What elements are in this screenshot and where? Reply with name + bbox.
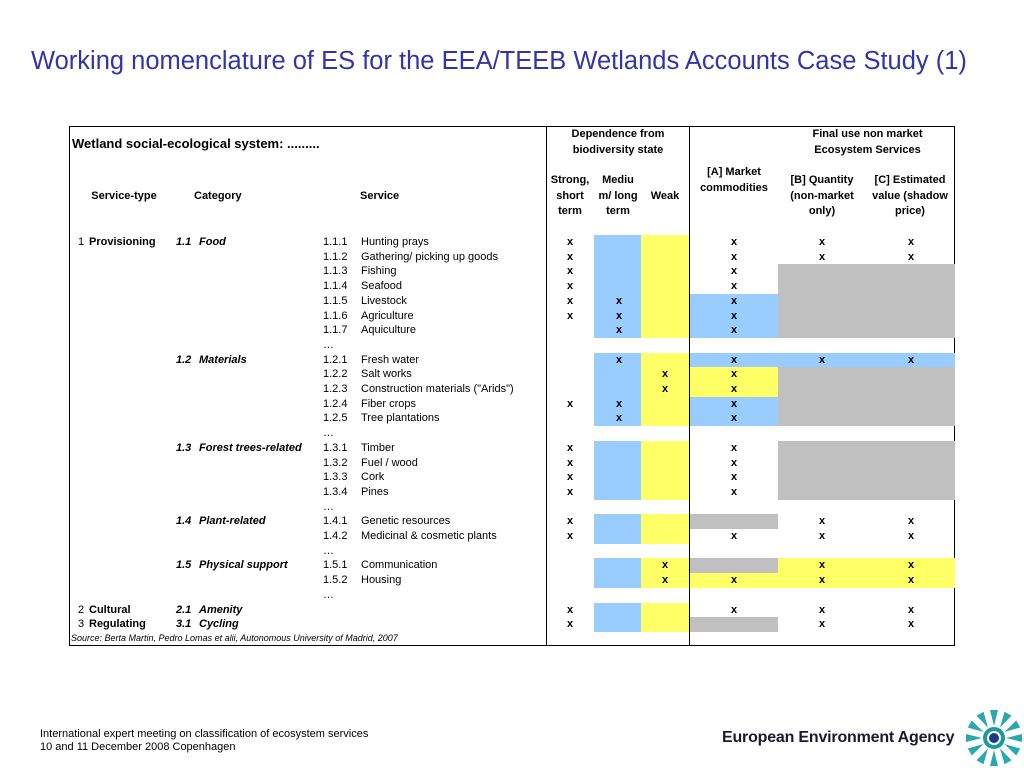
- service-label: Fuel / wood: [361, 456, 418, 469]
- service-type-label: Cultural: [89, 603, 131, 616]
- table-row: [0, 441, 1024, 456]
- mark-a: x: [730, 441, 738, 454]
- dependence-header: Dependence from biodiversity state: [571, 128, 665, 156]
- service-number: 1.5.2: [323, 574, 348, 587]
- mark-w: x: [661, 368, 669, 381]
- mark-s: x: [566, 397, 574, 410]
- mark-s: x: [566, 441, 574, 454]
- mark-w: x: [661, 574, 669, 587]
- mark-m: x: [615, 353, 623, 366]
- table-row: [0, 382, 1024, 397]
- category-label: Plant-related: [199, 515, 266, 528]
- service-label: Fishing: [361, 265, 397, 278]
- service-number: 1.1.1: [323, 236, 348, 248]
- mark-s: x: [566, 309, 574, 322]
- category-label: Physical support: [199, 559, 288, 572]
- table-row: [0, 323, 1024, 338]
- mark-m: x: [615, 309, 623, 322]
- table-row: [0, 426, 1024, 441]
- service-number: 1.1.7: [323, 324, 348, 337]
- mark-s: x: [566, 456, 574, 469]
- mark-a: x: [730, 412, 738, 425]
- service-label: Livestock: [361, 294, 407, 307]
- service-number: 1.1.5: [323, 294, 348, 307]
- service-label: Hunting prays: [361, 236, 429, 248]
- service-number: 1.1.2: [323, 250, 348, 263]
- mark-s: x: [566, 265, 574, 278]
- service-type-header: Service-type: [91, 190, 157, 202]
- mark-a: x: [730, 236, 738, 248]
- service-label: Construction materials ("Arids"): [361, 383, 514, 395]
- table-row: [0, 397, 1024, 412]
- mark-b: x: [818, 353, 826, 366]
- category-number: 1.4: [176, 515, 192, 528]
- mark-s: x: [566, 236, 574, 248]
- mark-m: x: [615, 294, 623, 307]
- mark-s: x: [566, 280, 574, 293]
- mark-c: x: [907, 603, 915, 616]
- table-row: [0, 500, 1024, 515]
- service-type-number: 2: [78, 603, 85, 616]
- service-number: 1.1.6: [323, 309, 348, 322]
- mark-c: x: [907, 574, 915, 587]
- category-label: Materials: [199, 353, 247, 366]
- mark-b: x: [818, 250, 826, 263]
- service-number: 1.3.3: [323, 471, 348, 484]
- final-use-header: Final use non market Ecosystem Services: [812, 128, 923, 156]
- service-number: 1.4.2: [323, 530, 348, 542]
- quantity-header: [B] Quantity (non-market only): [790, 174, 854, 217]
- table-row: [0, 573, 1024, 588]
- mark-b: x: [818, 574, 826, 587]
- mark-b: x: [818, 559, 826, 572]
- mark-a: x: [730, 397, 738, 410]
- service-label: Gathering/ picking up goods: [361, 250, 498, 263]
- table-row: [0, 338, 1024, 353]
- table-row: [0, 558, 1024, 573]
- mark-c: x: [907, 353, 915, 366]
- mark-a: x: [730, 368, 738, 381]
- mark-b: x: [818, 530, 826, 542]
- mark-c: x: [907, 250, 915, 263]
- service-label: Communication: [361, 559, 438, 572]
- category-label: Cycling: [199, 618, 239, 631]
- table-row: [0, 617, 1024, 632]
- mark-a: x: [730, 265, 738, 278]
- category-number: 1.1: [176, 236, 192, 248]
- mark-a: x: [730, 530, 738, 542]
- mark-a: x: [730, 294, 738, 307]
- mark-a: x: [730, 574, 738, 587]
- market-header: [A] Market commodities: [700, 166, 768, 194]
- table-row: [0, 544, 1024, 559]
- service-label: Housing: [361, 574, 402, 587]
- mark-s: x: [566, 485, 574, 498]
- service-number: …: [323, 338, 334, 351]
- mark-s: x: [566, 515, 574, 528]
- mark-a: x: [730, 250, 738, 263]
- table-row: [0, 411, 1024, 426]
- service-label: Genetic resources: [361, 515, 451, 528]
- category-number: 2.1: [176, 603, 192, 616]
- mark-a: x: [730, 603, 738, 616]
- category-number: 1.2: [176, 353, 192, 366]
- mark-m: x: [615, 412, 623, 425]
- weak-header: Weak: [650, 190, 680, 202]
- strong-header: Strong, short term: [550, 174, 590, 217]
- table-row: [0, 485, 1024, 500]
- service-type-number: 1: [78, 236, 85, 248]
- table-row: [0, 264, 1024, 279]
- mark-w: x: [661, 383, 669, 395]
- table-row: [0, 309, 1024, 324]
- service-number: 1.2.1: [323, 353, 348, 366]
- mark-s: x: [566, 530, 574, 542]
- category-number: 1.3: [176, 441, 192, 454]
- mark-c: x: [907, 618, 915, 631]
- mark-c: x: [907, 530, 915, 542]
- service-label: Medicinal & cosmetic plants: [361, 530, 497, 542]
- service-label: Tree plantations: [361, 412, 440, 425]
- mark-s: x: [566, 618, 574, 631]
- service-label: Fresh water: [361, 353, 420, 366]
- table-row: [0, 588, 1024, 603]
- mark-c: x: [907, 515, 915, 528]
- service-type-label: Provisioning: [89, 236, 156, 248]
- service-label: Fiber crops: [361, 397, 417, 410]
- mark-a: x: [730, 353, 738, 366]
- table-row: [0, 529, 1024, 544]
- mark-a: x: [730, 309, 738, 322]
- table-row: [0, 279, 1024, 294]
- category-header: Category: [194, 190, 242, 202]
- service-number: 1.3.1: [323, 441, 348, 454]
- mark-b: x: [818, 515, 826, 528]
- mark-a: x: [730, 324, 738, 337]
- service-number: …: [323, 544, 334, 557]
- service-number: 1.3.4: [323, 485, 348, 498]
- mark-c: x: [907, 236, 915, 248]
- service-number: 1.4.1: [323, 515, 348, 528]
- mark-a: x: [730, 280, 738, 293]
- mark-m: x: [615, 397, 623, 410]
- table-row: [0, 250, 1024, 265]
- medium-header: Mediu m/ long term: [598, 174, 638, 217]
- service-label: Seafood: [361, 280, 402, 293]
- footer-line-2: 10 and 11 December 2008 Copenhagen: [40, 741, 236, 753]
- service-number: 1.5.1: [323, 559, 348, 572]
- mark-b: x: [818, 618, 826, 631]
- service-label: Salt works: [361, 368, 412, 381]
- mark-s: x: [566, 250, 574, 263]
- table-row: [0, 603, 1024, 618]
- service-number: …: [323, 588, 334, 601]
- mark-m: x: [615, 324, 623, 337]
- mark-c: x: [907, 559, 915, 572]
- mark-a: x: [730, 485, 738, 498]
- category-label: Amenity: [199, 603, 243, 616]
- service-number: 1.1.4: [323, 280, 348, 293]
- mark-s: x: [566, 471, 574, 484]
- mark-a: x: [730, 471, 738, 484]
- service-label: Aquiculture: [361, 324, 417, 337]
- system-label: Wetland social-ecological system: .........: [72, 136, 320, 151]
- table-row: [0, 456, 1024, 471]
- service-type-number: 3: [78, 618, 85, 631]
- service-number: …: [323, 427, 334, 440]
- service-number: 1.3.2: [323, 456, 348, 469]
- page-title: Working nomenclature of ES for the EEA/TEEB Wetlands Accounts Case Study (1): [31, 47, 967, 75]
- footer-line-1: International expert meeting on classification of ecosystem services: [40, 728, 369, 740]
- table-row: [0, 470, 1024, 485]
- category-label: Forest trees-related: [199, 441, 302, 454]
- mark-s: x: [566, 603, 574, 616]
- table-row: [0, 235, 1024, 250]
- service-number: 1.1.3: [323, 265, 348, 278]
- service-label: Cork: [361, 471, 385, 484]
- category-number: 1.5: [176, 559, 192, 572]
- service-label: Pines: [361, 485, 389, 498]
- table-row: [0, 514, 1024, 529]
- service-header: Service: [360, 190, 400, 202]
- service-number: 1.2.3: [323, 383, 348, 395]
- category-number: 3.1: [176, 618, 192, 631]
- service-type-label: Regulating: [89, 618, 146, 631]
- table-row: [0, 294, 1024, 309]
- service-label: Agriculture: [361, 309, 414, 322]
- value-header: [C] Estimated value (shadow price): [872, 174, 948, 217]
- category-label: Food: [199, 236, 226, 248]
- service-number: …: [323, 500, 334, 513]
- mark-s: x: [566, 294, 574, 307]
- table-row: [0, 353, 1024, 368]
- mark-b: x: [818, 236, 826, 248]
- eea-logo-icon: [962, 706, 1022, 768]
- service-number: 1.2.4: [323, 397, 348, 410]
- service-number: 1.2.5: [323, 412, 348, 425]
- source-note: Source: Berta Martin, Pedro Lomas et alii, Autonomous University of Madrid, 2007: [71, 633, 398, 643]
- mark-a: x: [730, 456, 738, 469]
- service-number: 1.2.2: [323, 368, 348, 381]
- mark-w: x: [661, 559, 669, 572]
- mark-a: x: [730, 383, 738, 395]
- agency-name: European Environment Agency: [722, 729, 955, 746]
- footer-text: [40, 728, 368, 754]
- mark-b: x: [818, 603, 826, 616]
- service-label: Timber: [361, 441, 395, 454]
- table-row: [0, 367, 1024, 382]
